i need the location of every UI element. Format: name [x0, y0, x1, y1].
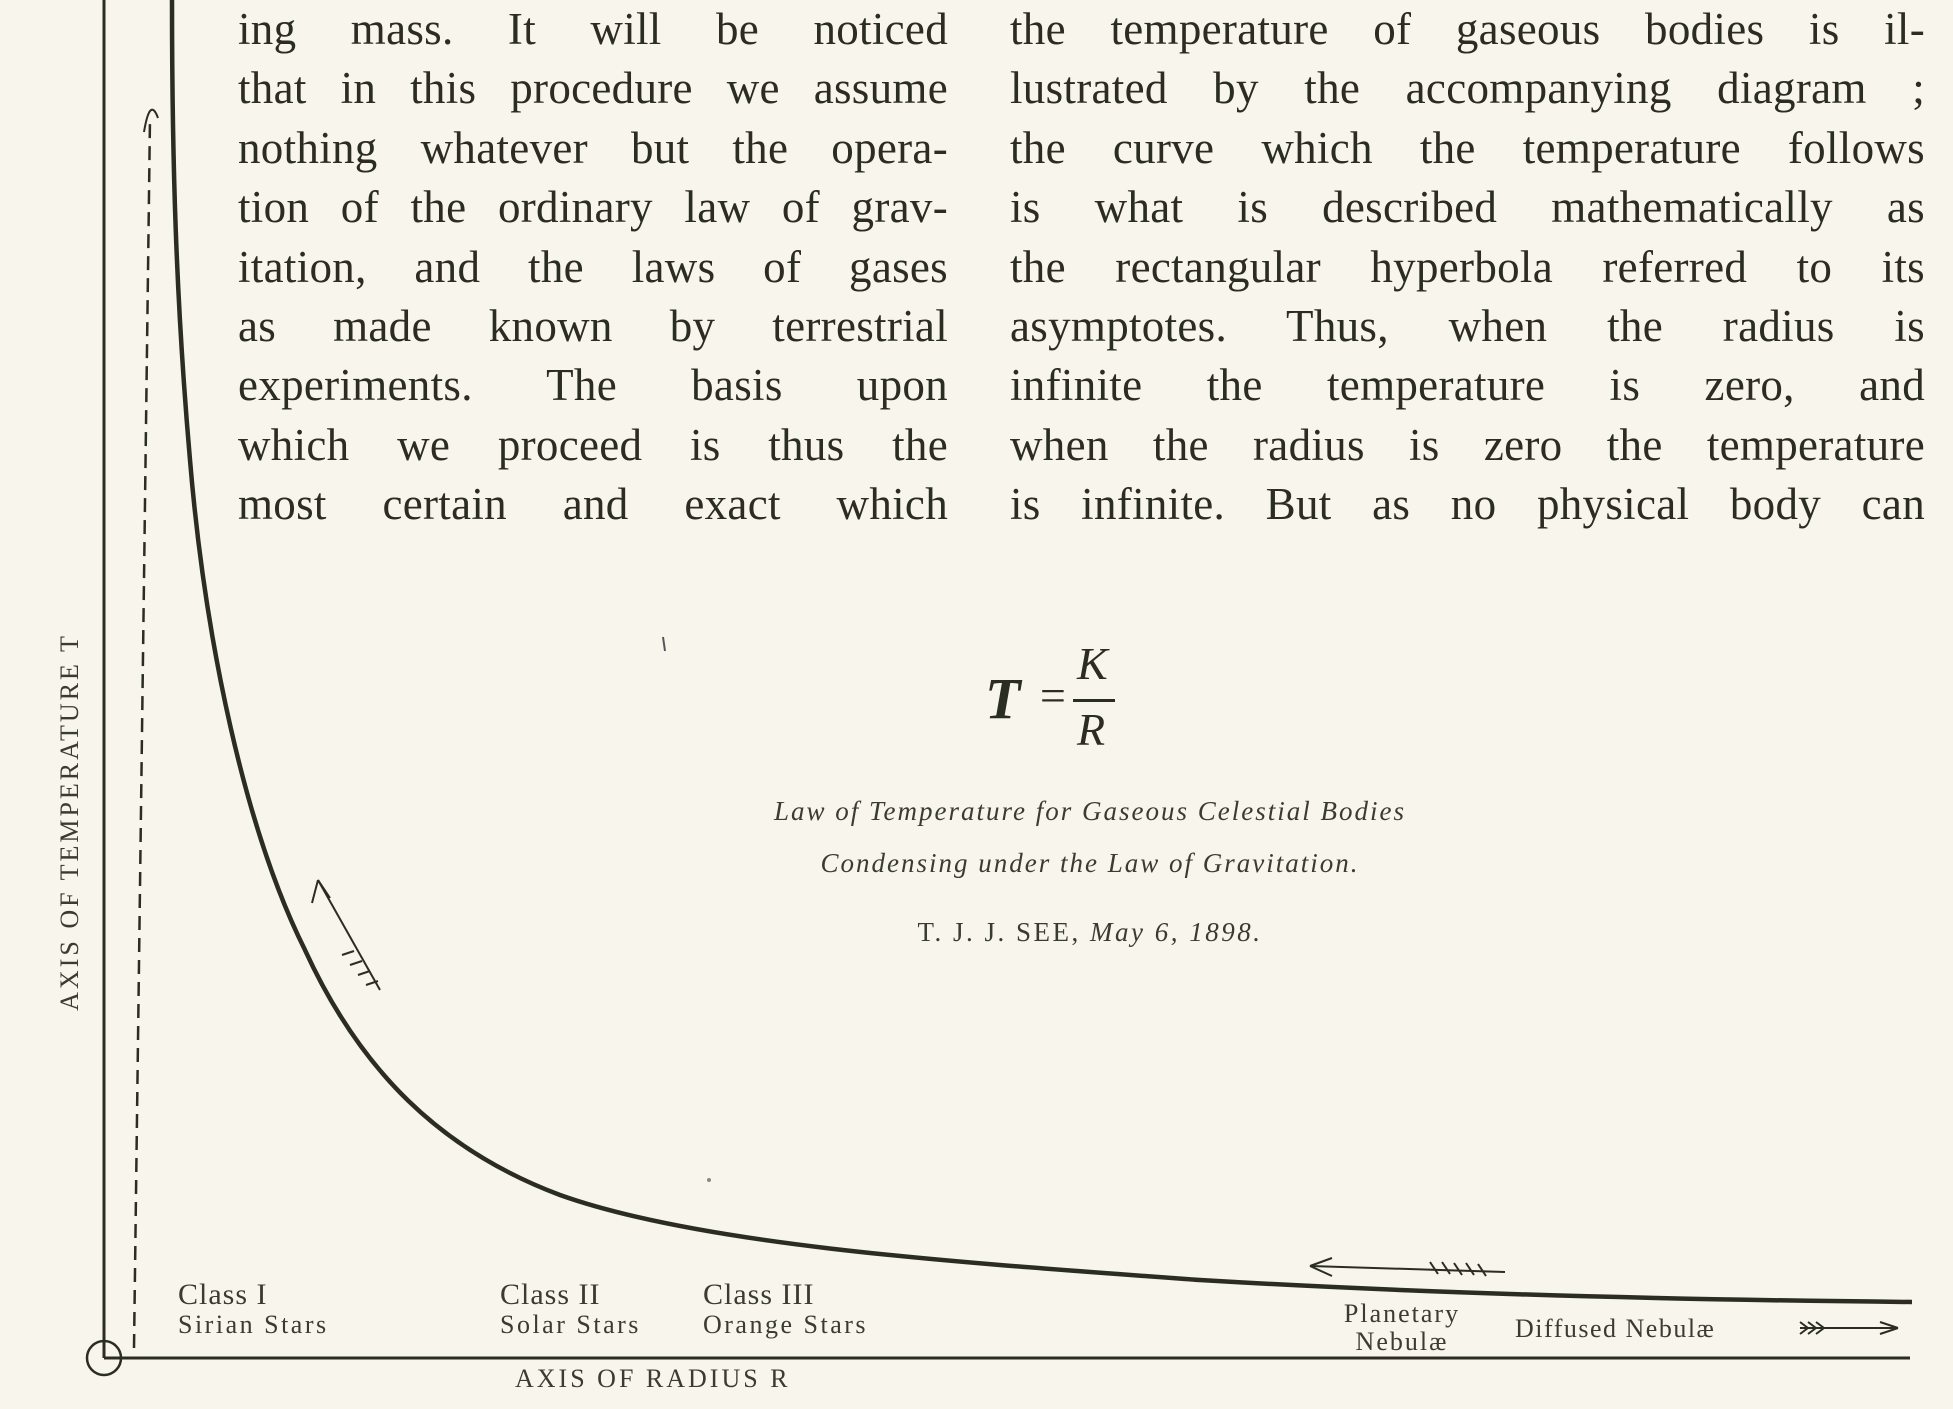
formula-numerator: K	[1077, 638, 1108, 689]
text-line: the temperature of gaseous bodies is il-	[1010, 4, 1925, 54]
right-text-column	[1010, 0, 1925, 535]
diffused-nebulae-label: Diffused Nebulæ	[1515, 1314, 1716, 1343]
formula	[985, 638, 1145, 755]
class-name: Solar Stars	[500, 1310, 641, 1339]
text-line: the curve which the temperature follows	[1010, 122, 1925, 173]
class-2-label	[500, 1280, 641, 1338]
class-number: Class III	[703, 1278, 815, 1311]
class-1-label	[178, 1280, 329, 1338]
formula-denominator: R	[1077, 704, 1106, 755]
text-line: asymptotes. Thus, when the radius is	[1010, 300, 1925, 351]
text-line: the rectangular hyperbola referred to its	[1010, 241, 1925, 292]
formula-lhs: T	[985, 666, 1021, 731]
planetary-line-1: Planetary	[1343, 1299, 1461, 1328]
text-line: when the radius is zero the temperature	[1010, 419, 1925, 470]
class-3-label	[703, 1280, 868, 1338]
arrow-right-icon	[1800, 1322, 1898, 1334]
figure-author: T. J. J. SEE,	[917, 917, 1081, 947]
formula-equals: =	[1037, 670, 1069, 721]
arrow-left-icon	[1310, 1258, 1505, 1276]
y-axis-label: AXIS OF TEMPERATURE T	[55, 633, 84, 1011]
fraction-bar	[1073, 699, 1115, 702]
text-line: ing mass. It will be noticed	[238, 4, 948, 54]
class-name: Orange Stars	[703, 1310, 869, 1339]
curve-arrow-up-icon	[312, 880, 380, 990]
ink-speck	[707, 1178, 711, 1182]
figure-date: May 6, 1898.	[1090, 917, 1263, 947]
text-line: experiments. The basis upon	[238, 360, 948, 411]
text-line: infinite the temperature is zero, and	[1010, 360, 1925, 411]
dashed-asymptote	[134, 118, 150, 1348]
class-number: Class II	[500, 1278, 601, 1311]
figure-author-line	[640, 917, 1540, 948]
text-line: tion of the ordinary law of grav-	[238, 182, 948, 233]
planetary-line-2: Nebulæ	[1355, 1327, 1449, 1356]
class-number: Class I	[178, 1278, 268, 1311]
ink-speck	[663, 637, 665, 651]
text-line: lustrated by the accompanying diagram ;	[1010, 63, 1925, 114]
planetary-nebulae-label	[1322, 1300, 1482, 1356]
text-line: nothing whatever but the opera-	[238, 122, 948, 173]
text-line: that in this procedure we assume	[238, 63, 948, 114]
x-axis-label: AXIS OF RADIUS R	[515, 1364, 791, 1393]
class-name: Sirian Stars	[178, 1310, 329, 1339]
text-line: is what is described mathematically as	[1010, 182, 1925, 233]
text-line: most certain and exact which	[238, 479, 948, 530]
text-line: itation, and the laws of gases	[238, 241, 948, 292]
text-line: which we proceed is thus the	[238, 419, 948, 470]
left-text-column	[238, 0, 948, 535]
text-line: is infinite. But as no physical body can	[1010, 479, 1925, 530]
figure-caption-line-1: Law of Temperature for Gaseous Celestial Bodies	[773, 796, 1406, 826]
figure-caption-line-2: Condensing under the Law of Gravitation.	[820, 848, 1360, 878]
text-line: as made known by terrestrial	[238, 300, 948, 351]
